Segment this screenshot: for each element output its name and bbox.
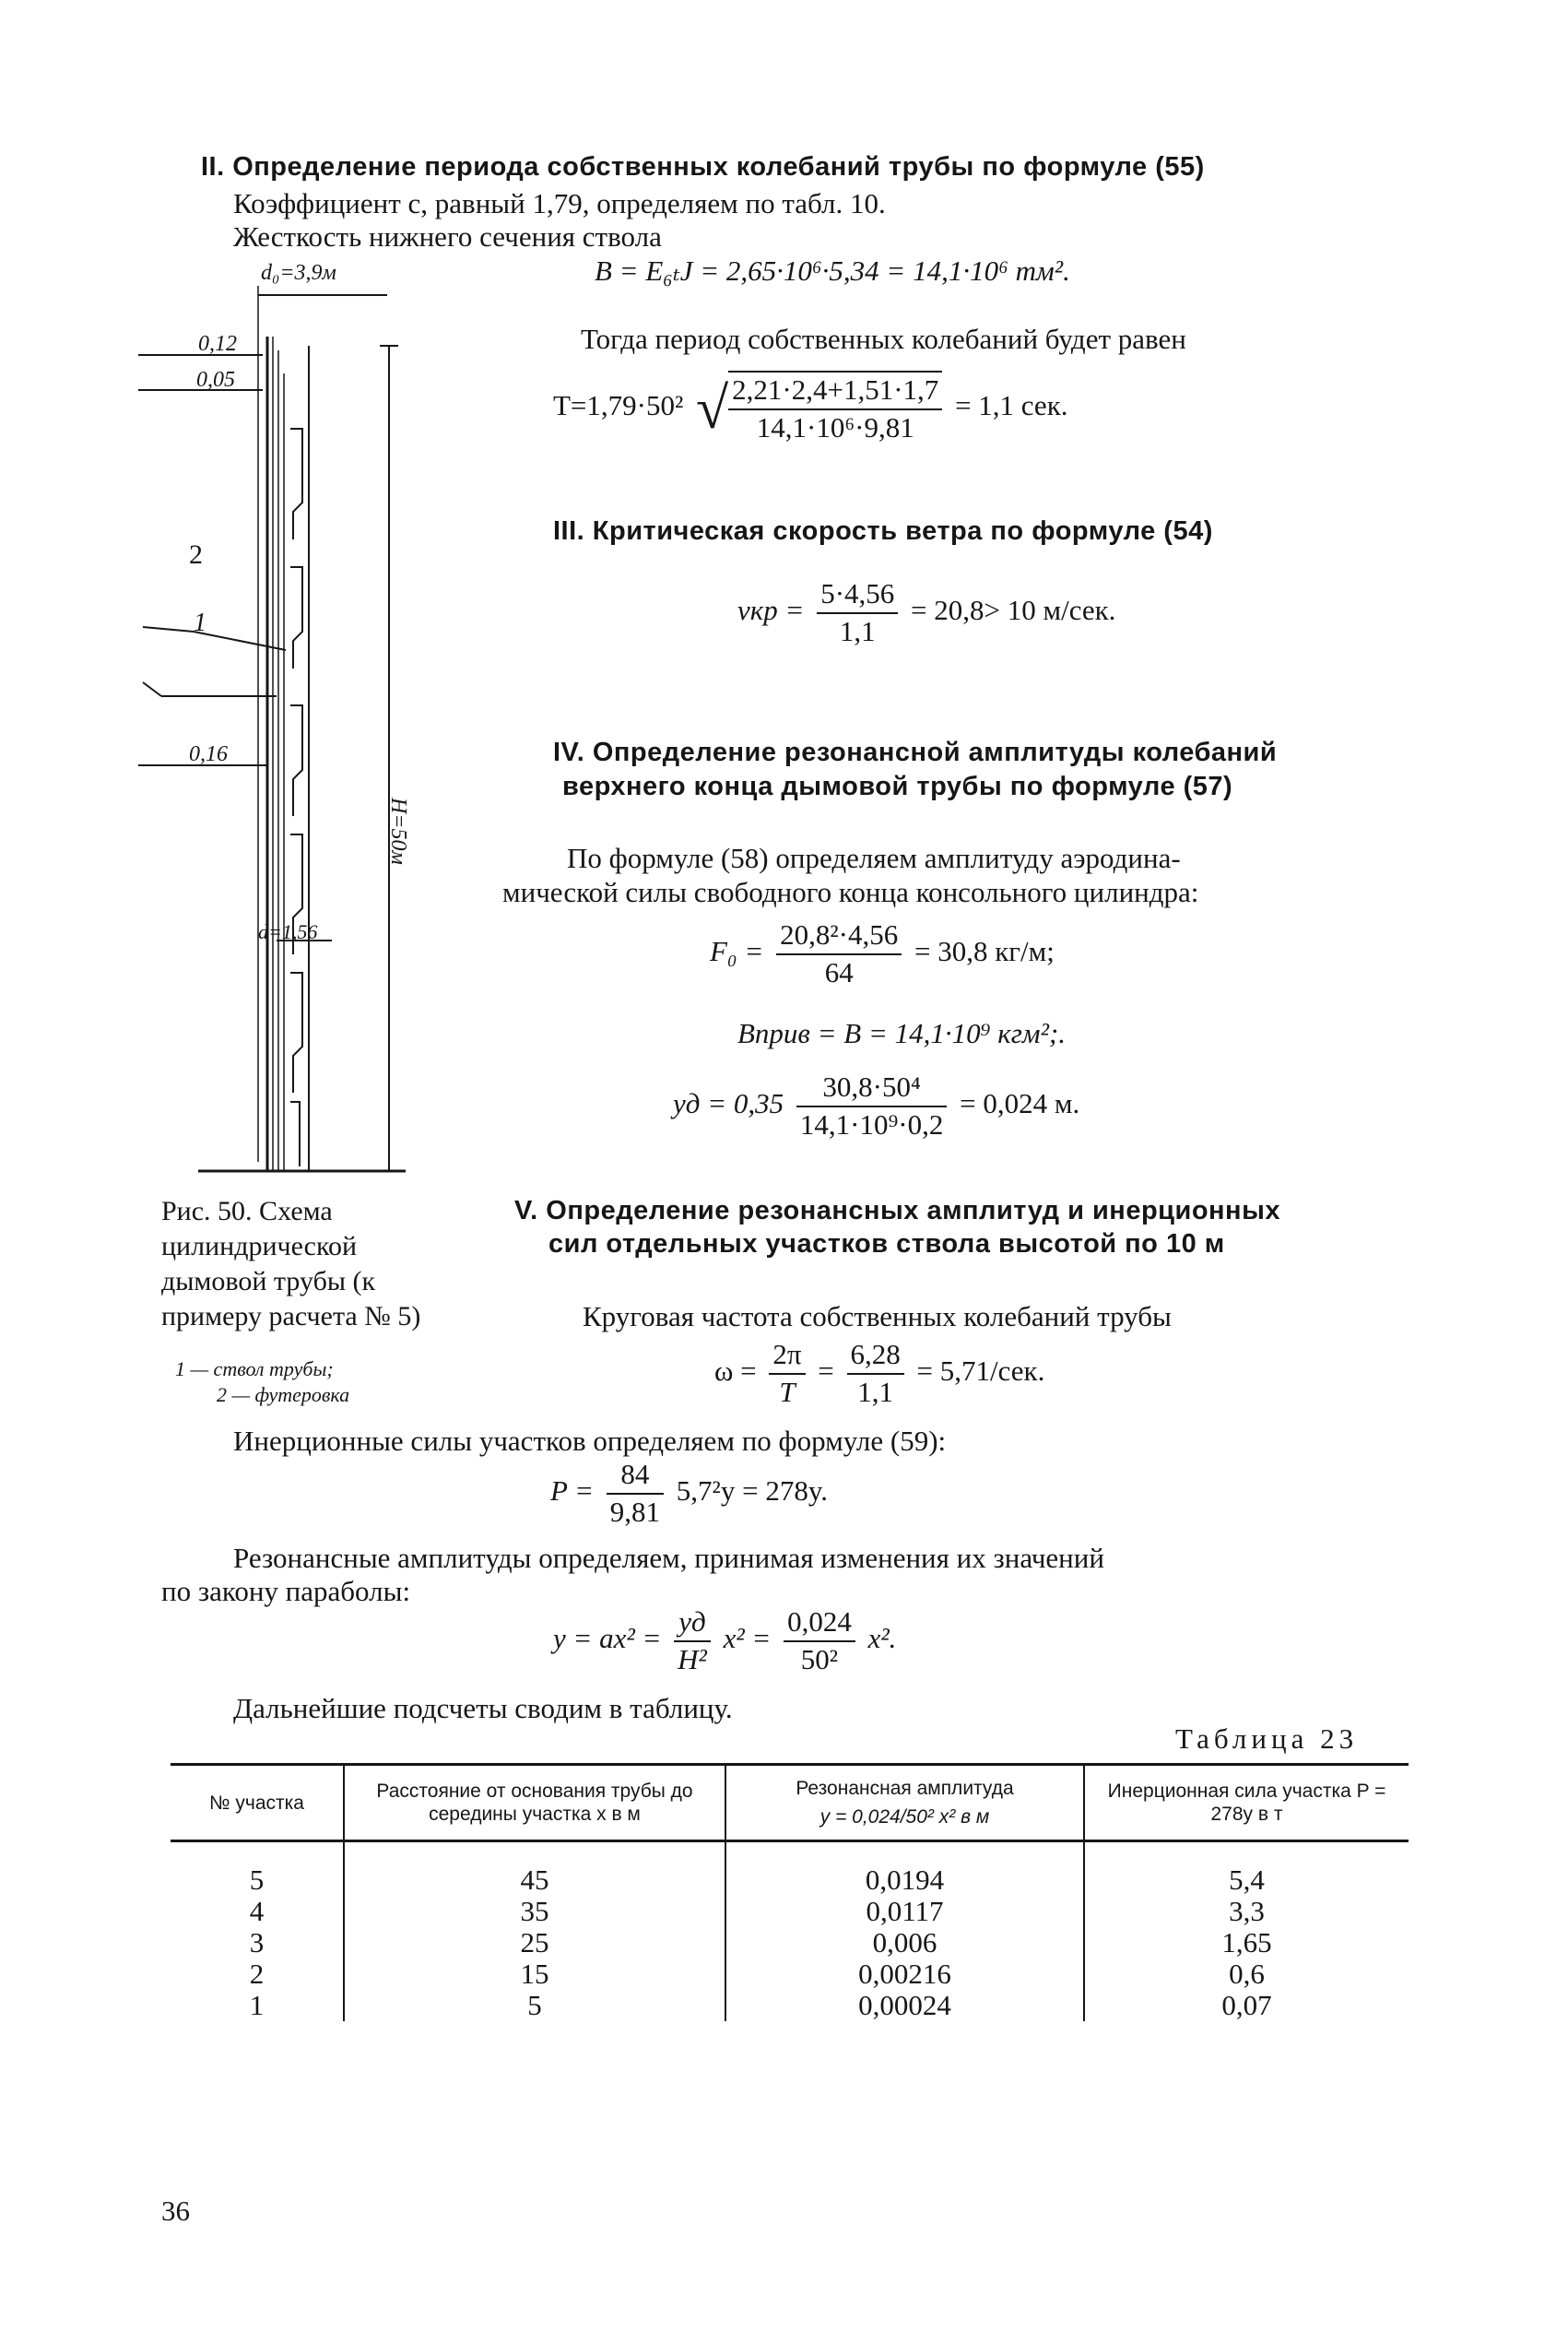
freq-intro: Круговая частота собственных колебаний трубы [583, 1300, 1172, 1332]
section-5-heading-line1: V. Определение резонансных амплитуд и инерционных [514, 1196, 1280, 1225]
p-result: 5,7²y = 278y. [676, 1473, 829, 1507]
label-012: 0,12 [198, 332, 237, 356]
section-4-para-line1: По формуле (58) определяем амплитуду аэродина- [567, 842, 1181, 874]
table-row [171, 1990, 1409, 2021]
cell-amplitude: 0,00024 [725, 1990, 1084, 2021]
period-intro: Тогда период собственных колебаний будет равен [581, 323, 1186, 355]
cell-distance: 35 [344, 1896, 725, 1927]
resonance-line2: по закону параболы: [161, 1575, 411, 1607]
omega-fraction-1 [769, 1337, 805, 1411]
f0-formula [710, 917, 1055, 991]
cell-distance: 15 [344, 1958, 725, 1990]
omega-f1-denominator: T [779, 1375, 796, 1408]
col-header-distance: Расстояние от основания трубы до середины участка x в м [344, 1765, 725, 1841]
f0-lhs: F₀ = [710, 934, 764, 967]
y-f1-denominator: H² [678, 1642, 707, 1675]
col-header-inertia: Инерционная сила участка P = 278y в т [1084, 1765, 1409, 1841]
y-fraction-1 [674, 1604, 711, 1678]
figure-legend-line2: 2 — футеровка [217, 1383, 350, 1406]
label-lining: 2 [189, 539, 203, 570]
y-formula [553, 1604, 896, 1678]
figure-caption: Рис. 50. Схема цилиндрической дымовой трубы (к примеру расчета № 5) [161, 1196, 421, 1331]
vkr-denominator: 1,1 [839, 614, 876, 647]
cell-inertia: 5,4 [1084, 1841, 1409, 1897]
cell-section: 3 [249, 1926, 265, 1958]
section-4-para-line2: мической силы свободного конца консольного цилиндра: [502, 876, 1199, 908]
y-rhs: x². [867, 1621, 897, 1654]
yd-formula [673, 1070, 1079, 1143]
section-5-heading-line2: сил отдельных участков ствола высотой по 10 м [548, 1229, 1225, 1259]
cell-distance: 45 [344, 1841, 725, 1897]
f0-result: = 30,8 кг/м; [914, 934, 1055, 967]
p-denominator: 9,81 [609, 1495, 661, 1528]
y-f2-denominator: 50² [800, 1642, 839, 1675]
y-lhs: y = ax² = [553, 1621, 662, 1654]
cell-amplitude: 0,006 [725, 1927, 1084, 1958]
label-d0: d₀=3,9м [261, 261, 336, 285]
omega-f2-numerator: 6,28 [847, 1337, 904, 1375]
period-lhs: T=1,79·50² [553, 388, 684, 421]
cell-inertia: 3,3 [1084, 1896, 1409, 1927]
stiffness-formula: B = E₆ₜJ = 2,65·10⁶·5,34 = 14,1·10⁶ тм². [595, 254, 1070, 287]
period-formula [553, 371, 1068, 446]
vkr-numerator: 5·4,56 [817, 576, 898, 614]
y-f2-numerator: 0,024 [784, 1604, 855, 1642]
cell-amplitude: 0,0117 [725, 1896, 1084, 1927]
cell-section: 5 [249, 1864, 265, 1896]
chimney-diagram [138, 263, 433, 1185]
cell-section: 4 [249, 1895, 265, 1927]
cell-amplitude: 0,0194 [725, 1841, 1084, 1897]
cell-section: 2 [249, 1958, 265, 1990]
period-result: = 1,1 сек. [955, 388, 1068, 421]
section-3-heading: III. Критическая скорость ветра по формуле (54) [553, 516, 1213, 546]
label-d156: d=1,56 [258, 920, 318, 943]
table-row [171, 1927, 1409, 1958]
resonance-line1: Резонансные амплитуды определяем, принимая изменения их значений [233, 1542, 1104, 1574]
col-header-amplitude-title: Резонансная амплитуда [796, 1778, 1014, 1799]
page-number: 36 [161, 2195, 190, 2227]
omega-fraction-2 [847, 1337, 904, 1411]
section-2-heading: II. Определение периода собственных колебаний трубы по формуле (55) [201, 152, 1205, 182]
p-lhs: P = [550, 1473, 595, 1507]
y-f1-numerator: yд [674, 1604, 711, 1642]
figure-legend-line1: 1 — ствол трубы; [175, 1357, 334, 1380]
table-row [171, 1896, 1409, 1927]
p-fraction [607, 1457, 664, 1531]
coefficient-line: Коэффициент c, равный 1,79, определяем по табл. 10. [233, 187, 886, 219]
vkr-fraction [817, 576, 898, 650]
table-title: Таблица 23 [1175, 1722, 1359, 1755]
cell-amplitude: 0,00216 [725, 1958, 1084, 1990]
cell-section: 1 [249, 1989, 265, 2021]
y-fraction-2 [784, 1604, 855, 1678]
section-4-heading-line2: верхнего конца дымовой трубы по формуле (57) [562, 772, 1233, 801]
yd-fraction [796, 1070, 947, 1143]
vkr-lhs: vкр = [737, 593, 805, 626]
vkr-result: = 20,8> 10 м/сек. [911, 593, 1116, 626]
cell-inertia: 0,07 [1084, 1990, 1409, 2021]
f0-fraction [776, 917, 902, 991]
omega-result: = 5,71/сек. [916, 1354, 1045, 1387]
label-height: H=50м [386, 798, 410, 865]
omega-f2-denominator: 1,1 [857, 1375, 894, 1408]
cell-distance: 25 [344, 1927, 725, 1958]
f0-denominator: 64 [824, 955, 854, 988]
label-016: 0,16 [189, 742, 228, 766]
yd-numerator: 30,8·50⁴ [796, 1070, 947, 1107]
col-header-amplitude [725, 1765, 1084, 1841]
period-fraction [728, 371, 942, 446]
section-4-heading-line1: IV. Определение резонансной амплитуды колебаний [553, 738, 1278, 767]
stiffness-intro: Жесткость нижнего сечения ствола [233, 220, 662, 253]
results-table [171, 1763, 1409, 2021]
critical-speed-formula [737, 576, 1115, 650]
col-header-amplitude-formula: y = 0,024/50² x² в м [819, 1806, 990, 1828]
y-mid: x² = [723, 1621, 772, 1654]
p-formula [550, 1457, 828, 1531]
omega-lhs: ω = [714, 1354, 757, 1387]
p-numerator: 84 [607, 1457, 664, 1495]
summary-line: Дальнейшие подсчеты сводим в таблицу. [233, 1692, 733, 1724]
yd-denominator: 14,1·10⁹·0,2 [799, 1107, 944, 1141]
cell-inertia: 1,65 [1084, 1927, 1409, 1958]
cell-inertia: 0,6 [1084, 1958, 1409, 1990]
omega-formula: ω = $\frac{2\pi}{T}$ = $\frac{6,28}{1,1}$ = 5,71/сек. [714, 1337, 1044, 1411]
table-row [171, 1841, 1409, 1897]
f0-numerator: 20,8²·4,56 [776, 917, 902, 955]
label-005: 0,05 [196, 368, 235, 392]
table-row [171, 1958, 1409, 1990]
sqrt-icon: √ [696, 374, 729, 441]
label-shaft: 1 [194, 609, 206, 637]
bpriv-formula: Bприв = B = 14,1·10⁹ кгм²;. [737, 1017, 1066, 1049]
yd-result: = 0,024 м. [960, 1086, 1080, 1119]
cell-distance: 5 [344, 1990, 725, 2021]
yd-lhs: yд = 0,35 [673, 1086, 784, 1119]
period-denominator: 14,1·10⁶·9,81 [756, 410, 914, 444]
col-header-section: № участка [171, 1765, 344, 1841]
period-numerator: 2,21·2,4+1,51·1,7 [728, 373, 942, 410]
omega-f1-numerator: 2π [769, 1337, 805, 1375]
inertia-intro: Инерционные силы участков определяем по формуле (59): [233, 1425, 947, 1457]
lining-segments [290, 429, 302, 1166]
